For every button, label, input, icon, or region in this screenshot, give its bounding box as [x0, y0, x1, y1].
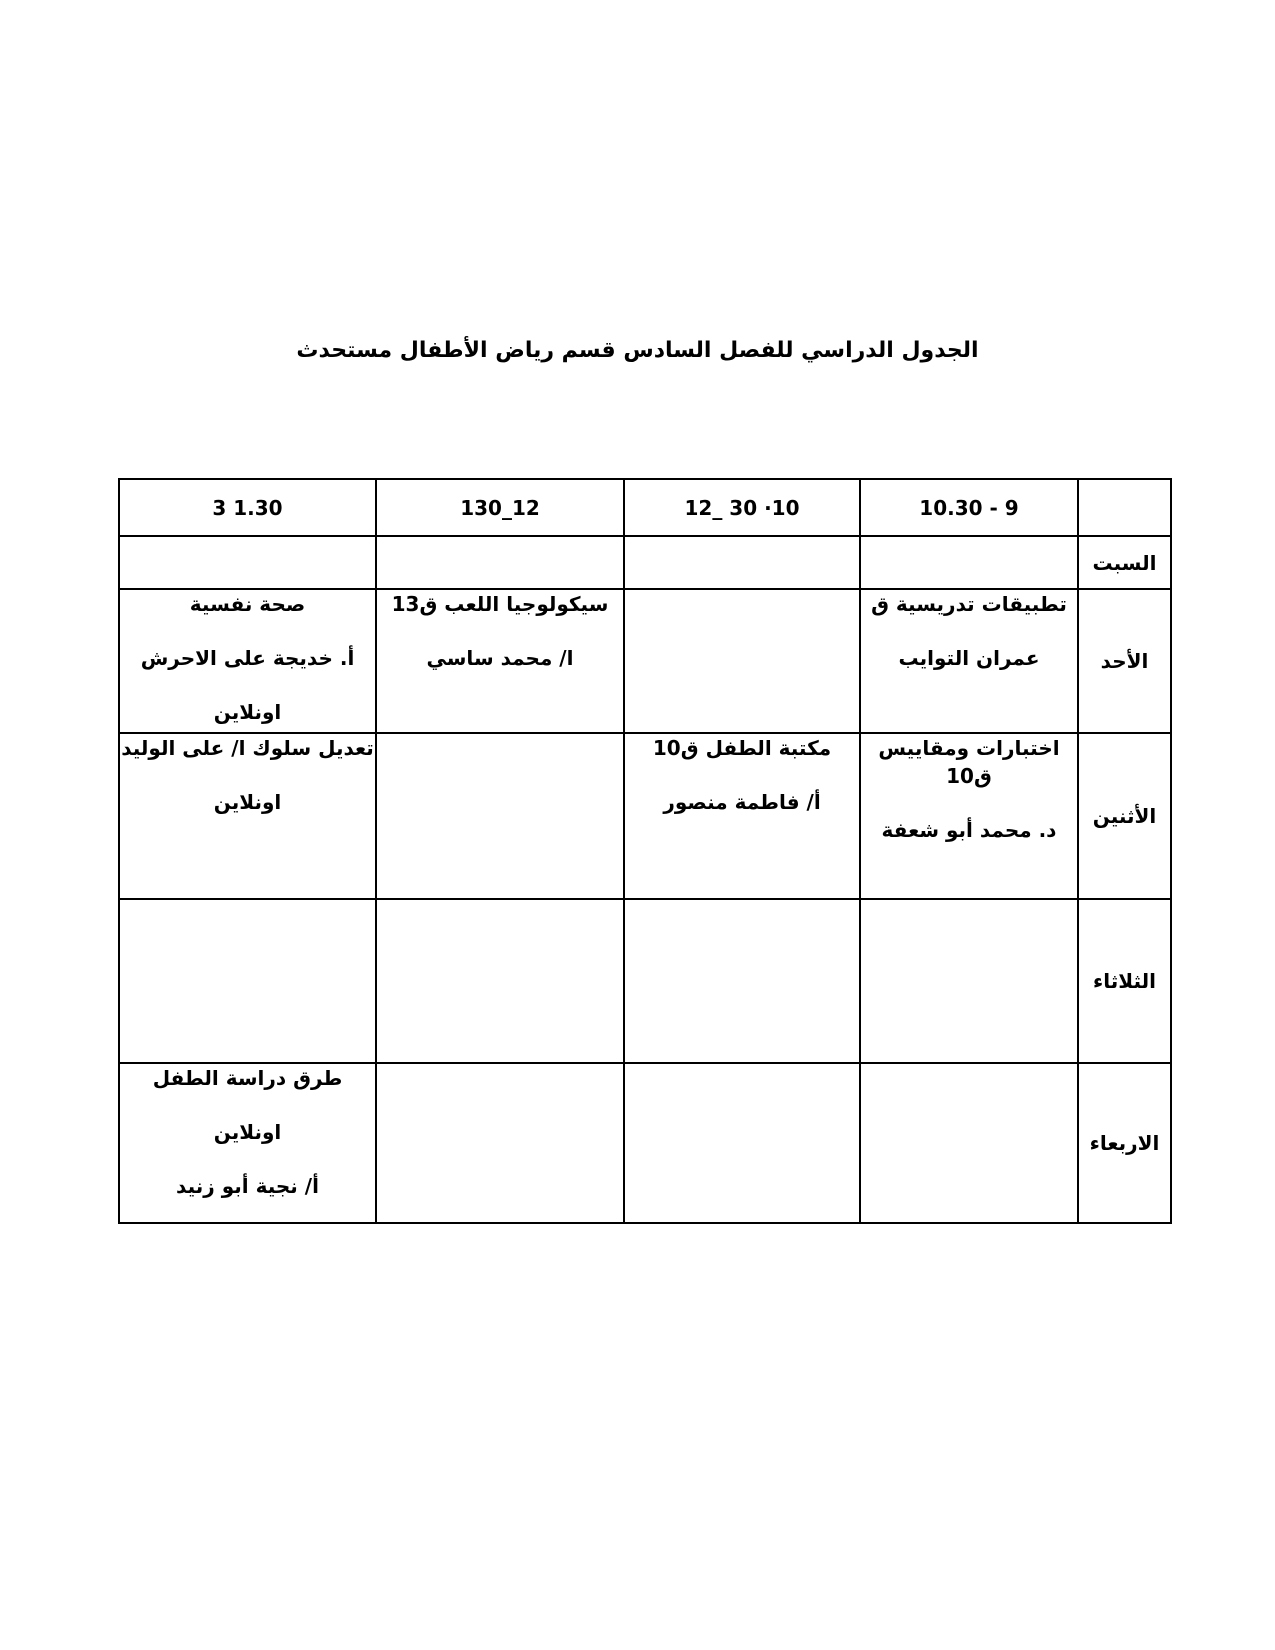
schedule-cell: [860, 733, 1078, 899]
header-period-4: 3 1.30: [119, 479, 376, 536]
schedule-cell: [624, 589, 860, 733]
row-sunday: [119, 589, 1171, 733]
schedule-cell: [119, 899, 376, 1063]
cell-line: اختبارات ومقاييس ق10: [878, 736, 1060, 788]
schedule-cell: [376, 899, 624, 1063]
schedule-cell: [376, 589, 624, 733]
cell-line: عمران التوايب: [898, 646, 1040, 670]
cell-line: أ. خديجة على الاحرش: [140, 646, 355, 670]
header-period-2: 12_ 30 ·10: [624, 479, 860, 536]
schedule-cell: [376, 1063, 624, 1223]
schedule-cell: [860, 899, 1078, 1063]
schedule-cell: [860, 536, 1078, 589]
row-monday: [119, 733, 1171, 899]
day-label-cell: الأثنين: [1078, 733, 1171, 899]
cell-line: اونلاين: [213, 1120, 282, 1144]
cell-line: أ/ فاطمة منصور: [663, 790, 821, 814]
cell-line: سيكولوجيا اللعب ق13: [391, 592, 609, 616]
row-wednesday: [119, 1063, 1171, 1223]
schedule-cell: [860, 589, 1078, 733]
header-row: [119, 479, 1171, 536]
day-label-cell: الأحد: [1078, 589, 1171, 733]
page-title: الجدول الدراسي للفصل السادس قسم رياض الأطفال مستحدث: [296, 338, 979, 363]
cell-line: اونلاين: [213, 700, 282, 724]
schedule-cell: [119, 1063, 376, 1223]
cell-line: طرق دراسة الطفل: [152, 1066, 343, 1090]
schedule-cell: [624, 733, 860, 899]
schedule-cell: [860, 1063, 1078, 1223]
schedule-cell: [119, 733, 376, 899]
day-label-cell: السبت: [1078, 536, 1171, 589]
header-period-1: 10.30 - 9: [860, 479, 1078, 536]
cell-line: ا/ محمد ساسي: [426, 646, 574, 670]
schedule-cell: [624, 1063, 860, 1223]
schedule-cell: [624, 536, 860, 589]
schedule-cell: [624, 899, 860, 1063]
schedule-table: [118, 478, 1172, 1224]
cell-line: مكتبة الطفل ق10: [652, 736, 832, 760]
cell-line: أ/ نجية أبو زنيد: [176, 1174, 319, 1198]
cell-line: صحة نفسية: [189, 592, 306, 616]
header-period-3: 130_12: [376, 479, 624, 536]
day-label-cell: الاربعاء: [1078, 1063, 1171, 1223]
cell-line: اونلاين: [213, 790, 282, 814]
cell-line: تعديل سلوك ا/ على الوليد: [121, 736, 374, 760]
schedule-cell: [119, 589, 376, 733]
schedule-cell: [376, 536, 624, 589]
row-saturday: [119, 536, 1171, 589]
header-day-cell: [1078, 479, 1171, 536]
schedule-cell: [119, 536, 376, 589]
row-tuesday: [119, 899, 1171, 1063]
day-label-cell: الثلاثاء: [1078, 899, 1171, 1063]
schedule-table-grid: [118, 478, 1172, 1224]
cell-line: تطبيقات تدريسية ق: [871, 592, 1067, 616]
cell-line: د. محمد أبو شعفة: [881, 818, 1057, 842]
schedule-cell: [376, 733, 624, 899]
